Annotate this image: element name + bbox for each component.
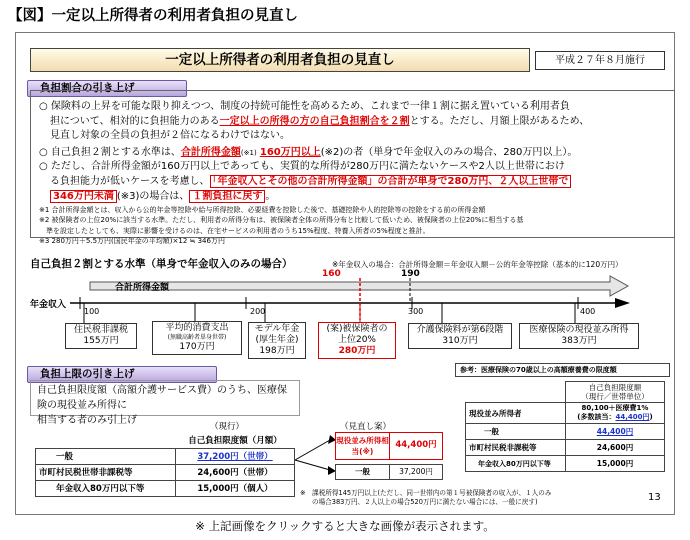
label-280: [318, 322, 396, 359]
revised-row-general: [335, 464, 443, 480]
upper-arrow: [90, 276, 628, 296]
slide-banner-title: 一定以上所得者の利用者負担の見直し: [30, 48, 530, 72]
label-310-name: 介護保険料が第6段階: [416, 325, 504, 335]
ratio-explanation-box: [30, 90, 675, 245]
mark-160: 160: [322, 269, 341, 279]
highlight-346: 346万円未満: [50, 190, 117, 203]
reference-head-l2: （現行／世帯単位）: [581, 392, 649, 401]
label-198-sub: (厚生年金): [255, 335, 299, 345]
current-row-value: 24,600円（世帯）: [176, 464, 295, 480]
tick-label-400: 400: [580, 307, 596, 316]
section-heading-limit: 負担上限の引き上げ: [27, 366, 217, 383]
reference-title: 参考：医療保険の70歳以上の高額療養費の限度額: [455, 363, 670, 377]
bottom-note-l1: ※ 課税所得145万円以上(ただし、同一世帯内の第１号被保険者の収入が、１人のみ: [300, 489, 552, 497]
diagram-title: 自己負担２割とする水準（単身で年金収入のみの場合）: [30, 258, 293, 270]
label-383-value: 383万円: [561, 336, 597, 346]
table-row: [466, 440, 665, 456]
note-2b: 準を設定したとしても、実際に影響を受けるのは、在宅サービスの利用者のうち15%程度、特養入所者の5%程度と推計。: [39, 226, 430, 235]
table-row: [36, 464, 295, 480]
label-170: [152, 321, 242, 355]
current-row-name: 市町村民税世帯非課税等: [36, 464, 176, 480]
limit-explanation-box: [30, 380, 300, 426]
arrow-line-down: [295, 460, 330, 470]
limit-body-line-1: 自己負担限度額（高額介護サービス費）のうち、医療保険の現役並み所得に: [37, 385, 287, 411]
reference-head-l1: 自己負担限度額: [588, 383, 642, 392]
diagram-note: ※年金収入の場合：合計所得金額＝年金収入額－公的年金等控除（基本的に120万円）: [332, 260, 623, 269]
revised-active-value: 44,400円: [395, 440, 437, 450]
note-2a: ※2 被保険者の上位20%に該当する水準。ただし、利用者の所得分布は、被保険者全体の所得分布と比較して低いため、被保険者の上位20%に相当する基: [39, 216, 524, 225]
upper-axis-label: 合計所得金額: [115, 283, 170, 293]
bullet-1-line-3: 見直し対象の全員の負担が２倍になるわけではない。: [50, 130, 290, 142]
bullet-1-text: 担について、相対的に負担能力のある: [50, 115, 220, 127]
label-198: [248, 322, 306, 359]
bullet-2-text-end: (※2)の者（単身で年金収入のみの場合、280万円以上）。: [320, 146, 578, 158]
current-row-value: 37,200円（世帯）: [176, 448, 295, 464]
revised-caption: （見直し案）: [340, 422, 392, 432]
highlight-160: 160万円以上: [259, 146, 321, 158]
revised-row-active: [335, 432, 443, 460]
label-198-name: モデル年金: [254, 324, 300, 334]
reference-row-name: 市町村民税非課税等: [466, 440, 566, 456]
reference-row-value: [566, 403, 665, 424]
note-3: ※3 280万円＋5.5万円(国民年金の平均額)×12 ≒ 346万円: [39, 236, 225, 245]
highlight-pension-sum: 「年金収入とその他の合計所得金額」の合計が単身で280万円、２人以上世帯で: [210, 175, 572, 188]
bullet-3-text: る負担能力が低いケースを考慮し、: [50, 175, 210, 187]
table-row: [466, 424, 665, 440]
current-row-name: 一般: [36, 448, 176, 464]
bullet-1-text-end: とする。ただし、月額上限があるため、: [409, 115, 590, 127]
tick-label-200: 200: [250, 307, 266, 316]
current-row-value: 15,000円（個人）: [176, 480, 295, 496]
table-row: [466, 403, 665, 424]
label-280-value: 280万円: [338, 346, 376, 356]
label-383: [519, 323, 639, 349]
table-row: [36, 448, 295, 464]
bullet-3-text-mid: (※3)の場合は、: [116, 190, 190, 202]
note-1: ※1 合計所得金額とは、収入から公的年金等控除や給与所得控除、必要経費を控除した後で、基礎控除や人的控除等の控除をする前の所得金額: [39, 206, 486, 215]
mark-190: 190: [401, 269, 420, 279]
highlight-two-tenths: 一定以上の所得の方の自己負担割合を２割: [219, 115, 410, 127]
highlight-back-to-one: １割負担に戻す: [189, 190, 265, 203]
lower-arrow-head: [615, 298, 630, 308]
bullet-2-text: ○ 自己負担２割とする水準は、: [39, 146, 181, 158]
highlight-total-income: 合計所得金額: [180, 146, 241, 158]
reference-row-value: 44,400円: [566, 424, 665, 440]
label-155: [65, 323, 137, 349]
bullet-1-line-1: ○ 保険料の上昇を可能な限り抑えつつ、制度の持続可能性を高めるため、これまで一律１割に据え置いている利用者負: [39, 101, 570, 112]
label-170-value: 170万円: [179, 342, 215, 352]
table-row: [36, 480, 295, 496]
reference-v2a: (多数該当：: [577, 413, 616, 421]
tick-label-100: 100: [84, 307, 100, 316]
tick-label-300: 300: [408, 307, 424, 316]
page-title: 【図】一定以上所得者の利用者負担の見直し: [8, 8, 298, 24]
label-198-value: 198万円: [259, 346, 295, 356]
reference-row-value: 15,000円: [566, 456, 665, 472]
label-310-value: 310万円: [442, 336, 478, 346]
label-170-sub: (無職高齢者単身世帯): [167, 334, 227, 341]
current-row-name: 年金収入80万円以下等: [36, 480, 176, 496]
reference-row-name: 年金収入80万円以下等: [466, 456, 566, 472]
reference-row-value: 24,600円: [566, 440, 665, 456]
revised-general-value: 37,200円: [399, 467, 433, 476]
label-155-value: 155万円: [83, 336, 119, 346]
page-number: 13: [648, 492, 661, 503]
label-170-name: 平均的消費支出: [165, 323, 229, 333]
label-383-name: 医療保険の現役並み所得: [529, 325, 629, 335]
section-heading-ratio: 負担割合の引き上げ: [27, 80, 187, 97]
bullet-3-line-1: ○ ただし、合計所得金額が160万円以上であっても、実質的な所得が280万円に満たないケースや2人以上世帯におけ: [39, 161, 565, 173]
revised-active-mark: (※): [359, 447, 374, 456]
reference-row-name: 現役並み所得者: [466, 403, 566, 424]
reference-row-name: 一般: [466, 424, 566, 440]
table-row: [466, 456, 665, 472]
revised-active-label: 現役並み所得相当: [336, 436, 389, 456]
reference-head: [566, 382, 665, 403]
current-col-header: 自己負担限度額（月額）: [188, 435, 282, 446]
current-limit-table: [35, 432, 295, 497]
arrow-line-up: [295, 440, 330, 460]
reference-v2c: ): [649, 413, 653, 421]
reference-v2b: 44,400円: [615, 413, 650, 421]
label-280-name: (案)被保険者の: [326, 324, 388, 334]
limit-body-line-2: 相当する者のみ引上げ: [37, 415, 137, 426]
reference-v1: 80,100＋医療費1%: [581, 404, 649, 412]
label-155-name: 住民税非課税: [73, 325, 128, 335]
revised-general-name: 一般: [336, 465, 390, 479]
revised-row-active-name: [336, 433, 390, 459]
bottom-note: [300, 489, 551, 507]
current-caption: （現行）: [210, 422, 245, 432]
enlarge-caption: ※ 上記画像をクリックすると大きな画像が表示されます。: [195, 519, 495, 533]
lower-axis-label: 年金収入: [30, 300, 67, 310]
bottom-note-l2: の場合383万円、２人以上の場合520万円に満たない場合には、一般に戻す): [312, 498, 538, 506]
label-280-sub: 上位20%: [337, 335, 376, 345]
reference-table: [465, 381, 665, 472]
effective-date: 平成２７年８月施行: [535, 51, 665, 70]
note-ref-1: (※1): [240, 148, 257, 157]
revision-arrows: [290, 425, 340, 485]
bullet-3-text-end: 。: [265, 190, 276, 202]
label-310: [408, 323, 512, 349]
